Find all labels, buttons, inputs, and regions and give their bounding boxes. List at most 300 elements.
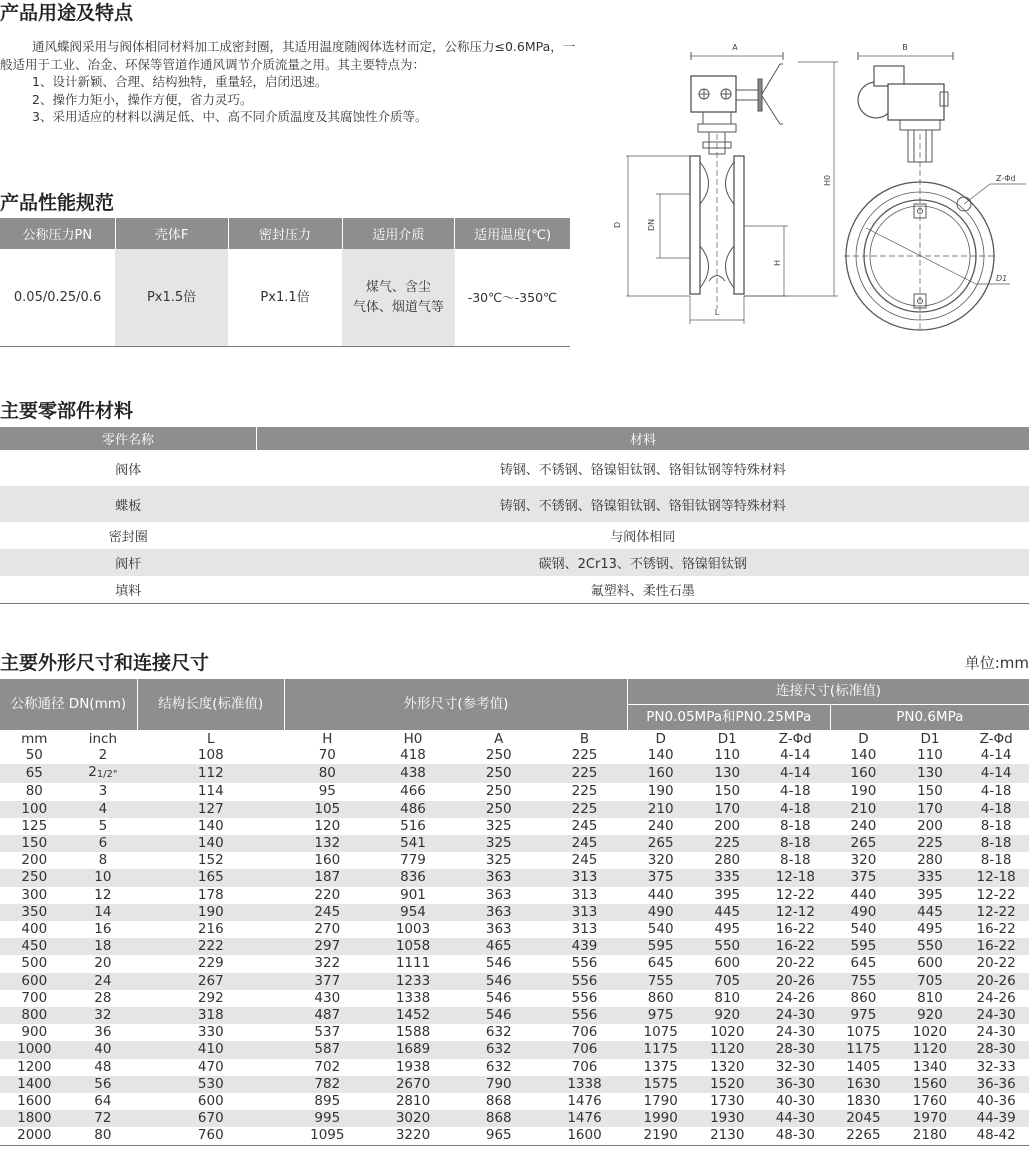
table-cell: 170 bbox=[694, 801, 761, 818]
table-cell: 1600 bbox=[542, 1127, 628, 1145]
table-cell: 8-18 bbox=[963, 835, 1029, 852]
table-cell: 200 bbox=[917, 817, 943, 834]
table-cell: 16-22 bbox=[963, 938, 1029, 955]
table-cell: 595 bbox=[830, 938, 897, 955]
table-cell: 48 bbox=[94, 1058, 112, 1075]
table-cell: 32-33 bbox=[976, 1058, 1016, 1075]
unit-cell: D bbox=[858, 731, 869, 747]
mat-part: 密封圈 bbox=[108, 530, 148, 545]
table-cell: 8-18 bbox=[980, 852, 1012, 869]
table-row bbox=[0, 801, 1029, 818]
table-cell: 36-36 bbox=[963, 1076, 1029, 1093]
table-cell: 1689 bbox=[370, 1041, 456, 1058]
table-cell: 108 bbox=[197, 747, 224, 763]
table-cell: 325 bbox=[456, 835, 542, 852]
table-cell: 222 bbox=[137, 938, 284, 955]
unit-row bbox=[0, 731, 1029, 748]
table-cell: 28 bbox=[94, 989, 112, 1006]
table-cell: 1338 bbox=[542, 1076, 628, 1093]
unit-cell: B bbox=[579, 731, 590, 747]
table-cell: 860 bbox=[850, 989, 877, 1006]
table-cell: 550 bbox=[694, 938, 761, 955]
table-cell: 105 bbox=[284, 801, 370, 818]
table-cell: 8-18 bbox=[761, 835, 831, 852]
table-cell: 4-14 bbox=[761, 764, 831, 783]
table-cell: 229 bbox=[197, 955, 224, 972]
dim-header-length: 结构长度(标准值) bbox=[137, 679, 284, 731]
table-row bbox=[0, 990, 1029, 1007]
table-cell: 495 bbox=[917, 921, 943, 938]
table-row bbox=[0, 818, 1029, 835]
unit-cell: mm bbox=[21, 731, 48, 747]
table-cell: 100 bbox=[0, 801, 69, 818]
unit-cell: D1 bbox=[920, 731, 940, 747]
dim-label-l: L bbox=[714, 308, 720, 317]
dim-label-h0: H0 bbox=[823, 174, 832, 186]
table-cell: 587 bbox=[284, 1041, 370, 1058]
table-cell: 270 bbox=[314, 921, 341, 938]
table-cell: 920 bbox=[694, 1007, 761, 1024]
table-cell: 1175 bbox=[627, 1041, 694, 1058]
section-title-performance: 产品性能规范 bbox=[0, 192, 115, 214]
table-cell: 3 bbox=[98, 783, 108, 800]
table-cell: 20-26 bbox=[963, 973, 1029, 990]
mat-material: 铸钢、不锈钢、铬镍钼钛钢、铬钼钛钢等特殊材料 bbox=[499, 462, 786, 478]
table-cell: 600 bbox=[917, 955, 943, 972]
table-cell: 439 bbox=[542, 938, 628, 955]
table-cell: 470 bbox=[197, 1058, 224, 1075]
table-cell: 190 bbox=[137, 904, 284, 921]
table-cell: 1000 bbox=[0, 1041, 69, 1058]
table-cell: 600 bbox=[197, 1093, 224, 1110]
table-cell: 465 bbox=[456, 938, 542, 955]
table-cell: 32-30 bbox=[775, 1058, 815, 1075]
table-cell: 377 bbox=[284, 973, 370, 990]
table-cell: 1375 bbox=[643, 1058, 678, 1075]
table-cell: 24 bbox=[69, 973, 138, 990]
table-cell: 2265 bbox=[830, 1127, 897, 1145]
table-cell: 1452 bbox=[370, 1007, 456, 1024]
perf-temp: -30℃～-350℃ bbox=[455, 249, 570, 347]
table-cell: 1075 bbox=[643, 1024, 678, 1041]
table-cell: 160 bbox=[627, 764, 694, 783]
table-cell: 363 bbox=[456, 869, 542, 886]
mat-part: 填料 bbox=[0, 576, 257, 604]
table-row bbox=[0, 835, 1029, 852]
table-cell: 24-30 bbox=[963, 1007, 1029, 1024]
unit-cell: Z-Φd bbox=[979, 731, 1013, 747]
table-cell: 322 bbox=[314, 955, 341, 972]
table-cell: 8-18 bbox=[780, 852, 811, 869]
table-cell: 36-30 bbox=[761, 1076, 831, 1093]
table-cell: 706 bbox=[542, 1041, 628, 1058]
table-cell: 800 bbox=[0, 1007, 69, 1024]
table-cell: 70 bbox=[318, 747, 336, 763]
table-cell: 120 bbox=[314, 817, 341, 834]
table-cell: 225 bbox=[542, 764, 628, 783]
table-cell: 245 bbox=[571, 817, 598, 834]
table-cell: 2 bbox=[98, 747, 108, 763]
section-title-dimensions: 主要外形尺寸和连接尺寸 bbox=[0, 652, 210, 674]
table-cell: 868 bbox=[485, 1093, 512, 1110]
table-cell: 1120 bbox=[694, 1041, 761, 1058]
perf-medium bbox=[342, 249, 455, 347]
table-cell: 1600 bbox=[17, 1093, 52, 1110]
table-cell: 50 bbox=[25, 747, 43, 763]
front-view bbox=[844, 43, 1026, 332]
table-cell: 64 bbox=[94, 1093, 112, 1110]
materials-table bbox=[0, 427, 1029, 604]
table-row bbox=[0, 869, 1029, 886]
table-cell: 1400 bbox=[0, 1076, 69, 1093]
table-cell: 702 bbox=[314, 1058, 341, 1075]
dim-label-b: B bbox=[902, 43, 908, 52]
perf-header-temp: 适用温度(℃) bbox=[455, 218, 570, 249]
table-cell: 700 bbox=[21, 989, 48, 1006]
table-cell: 790 bbox=[456, 1076, 542, 1093]
perf-medium-line2: 气体、烟道气等 bbox=[352, 299, 444, 315]
table-cell: 8-18 bbox=[780, 817, 811, 834]
table-cell: 160 bbox=[830, 764, 897, 783]
table-cell: 1930 bbox=[694, 1110, 761, 1127]
table-row bbox=[0, 938, 1029, 955]
table-cell: 6 bbox=[69, 835, 138, 852]
table-cell: 995 bbox=[284, 1110, 370, 1127]
table-cell: 645 bbox=[647, 955, 674, 972]
table-cell: 245 bbox=[571, 852, 598, 869]
table-cell: 2130 bbox=[694, 1127, 761, 1145]
table-cell: 632 bbox=[456, 1041, 542, 1058]
table-row bbox=[0, 1110, 1029, 1127]
table-cell: 418 bbox=[400, 747, 426, 763]
table-cell: 150 bbox=[0, 835, 69, 852]
table-cell: 140 bbox=[647, 747, 674, 763]
unit-label: 单位:mm bbox=[964, 654, 1029, 672]
table-cell: 80 bbox=[25, 783, 43, 800]
perf-header-pn: 公称压力PN bbox=[0, 218, 115, 249]
table-cell: 363 bbox=[456, 904, 542, 921]
table-cell: 140 bbox=[850, 747, 877, 763]
table-cell: 490 bbox=[627, 904, 694, 921]
perf-seal: Px1.1倍 bbox=[228, 249, 342, 347]
table-cell: 292 bbox=[197, 989, 224, 1006]
perf-pn: 0.05/0.25/0.6 bbox=[0, 249, 115, 347]
table-cell: 2000 bbox=[0, 1127, 69, 1145]
inch-whole: 2 bbox=[88, 764, 97, 781]
table-row bbox=[0, 450, 1029, 486]
table-cell: 760 bbox=[137, 1127, 284, 1145]
table-cell: 541 bbox=[370, 835, 456, 852]
table-cell: 546 bbox=[456, 973, 542, 990]
table-cell: 1588 bbox=[395, 1024, 431, 1041]
table-cell: 300 bbox=[21, 886, 48, 903]
table-cell: 1990 bbox=[627, 1110, 694, 1127]
table-cell: 16-22 bbox=[976, 921, 1016, 938]
table-cell: 4 bbox=[69, 801, 138, 818]
table-cell: 1120 bbox=[897, 1041, 964, 1058]
table-cell: 12-18 bbox=[761, 869, 831, 886]
table-cell: 16 bbox=[94, 921, 112, 938]
table-cell: 1320 bbox=[710, 1058, 745, 1075]
table-cell: 550 bbox=[897, 938, 964, 955]
table-cell: 313 bbox=[542, 869, 628, 886]
table-row bbox=[0, 549, 1029, 576]
table-cell: 975 bbox=[627, 1007, 694, 1024]
table-cell: 330 bbox=[197, 1024, 224, 1041]
mat-header-material: 材料 bbox=[257, 427, 1029, 450]
table-cell: 4-18 bbox=[963, 801, 1029, 818]
dimensions-table bbox=[0, 679, 1029, 1146]
unit-cell: D bbox=[655, 731, 666, 747]
table-cell: 40-36 bbox=[976, 1093, 1016, 1110]
table-row bbox=[0, 764, 1029, 783]
unit-cell: H0 bbox=[403, 731, 423, 747]
table-cell: 600 bbox=[0, 973, 69, 990]
table-cell: 4-18 bbox=[761, 801, 831, 818]
table-cell: 132 bbox=[284, 835, 370, 852]
table-cell: 130 bbox=[694, 764, 761, 783]
table-cell: 335 bbox=[694, 869, 761, 886]
table-cell: 440 bbox=[647, 886, 674, 903]
table-row bbox=[0, 783, 1029, 800]
valve-drawing bbox=[598, 34, 1029, 334]
table-cell: 297 bbox=[284, 938, 370, 955]
perf-shell: Px1.5倍 bbox=[115, 249, 228, 347]
table-cell: 187 bbox=[284, 869, 370, 886]
table-cell: 755 bbox=[627, 973, 694, 990]
table-cell: 313 bbox=[542, 904, 628, 921]
dim-label-a: A bbox=[732, 43, 738, 52]
unit-cell: A bbox=[494, 731, 504, 747]
section-title-materials: 主要零部件材料 bbox=[0, 400, 134, 422]
table-cell: 44-30 bbox=[761, 1110, 831, 1127]
unit-cell: Z-Φd bbox=[778, 731, 812, 747]
table-cell: 445 bbox=[694, 904, 761, 921]
unit-cell: D1 bbox=[717, 731, 737, 747]
table-cell: 410 bbox=[137, 1041, 284, 1058]
table-cell: 65 bbox=[0, 764, 69, 783]
table-cell: 80 bbox=[284, 764, 370, 783]
usage-text bbox=[0, 38, 585, 126]
perf-header-seal: 密封压力 bbox=[228, 218, 342, 249]
table-cell: 1730 bbox=[710, 1093, 745, 1110]
table-cell: 24-30 bbox=[775, 1024, 815, 1041]
dim-label-dn: DN bbox=[647, 218, 656, 231]
dim-label-h: H bbox=[773, 259, 782, 266]
table-cell: 3020 bbox=[370, 1110, 456, 1127]
table-cell: 495 bbox=[714, 921, 741, 938]
unit-cell: L bbox=[207, 731, 215, 747]
table-cell: 190 bbox=[647, 783, 674, 800]
table-cell bbox=[69, 764, 138, 783]
table-cell: 4-14 bbox=[980, 747, 1012, 763]
table-cell: 466 bbox=[400, 783, 426, 800]
table-cell: 954 bbox=[370, 904, 456, 921]
table-cell: 363 bbox=[485, 921, 512, 938]
table-cell: 130 bbox=[897, 764, 964, 783]
table-cell: 24-26 bbox=[775, 989, 815, 1006]
table-cell: 320 bbox=[647, 852, 674, 869]
table-cell: 95 bbox=[318, 783, 336, 800]
perf-medium-line1: 煤气、含尘 bbox=[365, 279, 431, 295]
table-cell: 48-30 bbox=[761, 1127, 831, 1145]
table-cell: 2045 bbox=[830, 1110, 897, 1127]
table-cell: 250 bbox=[485, 783, 512, 800]
table-cell: 14 bbox=[69, 904, 138, 921]
table-row bbox=[0, 1024, 1029, 1041]
table-cell: 530 bbox=[137, 1076, 284, 1093]
table-cell: 595 bbox=[627, 938, 694, 955]
table-cell: 1175 bbox=[830, 1041, 897, 1058]
table-cell: 430 bbox=[314, 989, 341, 1006]
table-cell: 4-14 bbox=[963, 764, 1029, 783]
table-cell: 556 bbox=[542, 973, 628, 990]
table-cell: 450 bbox=[0, 938, 69, 955]
table-cell: 486 bbox=[370, 801, 456, 818]
table-cell: 20-22 bbox=[976, 955, 1016, 972]
table-cell: 546 bbox=[485, 955, 512, 972]
table-cell: 1405 bbox=[846, 1058, 881, 1075]
table-cell: 1111 bbox=[395, 955, 431, 972]
table-cell: 56 bbox=[69, 1076, 138, 1093]
table-cell: 1790 bbox=[643, 1093, 678, 1110]
table-cell: 8-18 bbox=[980, 817, 1012, 834]
table-cell: 40-30 bbox=[775, 1093, 815, 1110]
table-cell: 1830 bbox=[846, 1093, 881, 1110]
table-cell: 18 bbox=[69, 938, 138, 955]
table-cell: 225 bbox=[542, 801, 628, 818]
table-cell: 72 bbox=[69, 1110, 138, 1127]
table-cell: 240 bbox=[647, 817, 674, 834]
table-cell: 190 bbox=[850, 783, 877, 800]
unit-cell: inch bbox=[88, 731, 118, 747]
dim-header-connection: 连接尺寸(标准值) bbox=[627, 679, 1029, 705]
table-row bbox=[0, 955, 1029, 972]
table-row bbox=[0, 904, 1029, 921]
table-cell: 705 bbox=[694, 973, 761, 990]
table-row bbox=[0, 1059, 1029, 1076]
table-cell: 546 bbox=[485, 989, 512, 1006]
table-cell: 10 bbox=[69, 869, 138, 886]
table-cell: 335 bbox=[897, 869, 964, 886]
table-cell: 537 bbox=[314, 1024, 341, 1041]
table-cell: 445 bbox=[897, 904, 964, 921]
table-cell: 1233 bbox=[370, 973, 456, 990]
table-cell: 20 bbox=[94, 955, 112, 972]
table-cell: 1003 bbox=[395, 921, 431, 938]
table-row bbox=[0, 973, 1029, 990]
table-cell: 250 bbox=[0, 869, 69, 886]
mat-material: 碳钢、2Cr13、不锈钢、铬镍钼钛钢 bbox=[257, 549, 1029, 576]
table-row bbox=[0, 1007, 1029, 1024]
table-cell: 363 bbox=[485, 886, 512, 903]
table-cell: 4-14 bbox=[780, 747, 811, 763]
table-cell: 112 bbox=[137, 764, 284, 783]
table-cell: 438 bbox=[370, 764, 456, 783]
table-cell: 1075 bbox=[846, 1024, 881, 1041]
mat-material: 与阀体相同 bbox=[610, 530, 676, 545]
table-cell: 44-39 bbox=[963, 1110, 1029, 1127]
table-cell: 1200 bbox=[17, 1058, 52, 1075]
table-cell: 4-18 bbox=[780, 783, 811, 800]
feature-item-2: 2、操作力矩小，操作方便，省力灵巧。 bbox=[32, 91, 253, 107]
mat-material: 铸钢、不锈钢、铬镍钼钛钢、铬钼钛钢等特殊材料 bbox=[257, 486, 1029, 522]
table-cell: 200 bbox=[21, 852, 48, 869]
feature-item-3: 3、采用适应的材料以满足低、中、高不同介质温度及其腐蚀性介质等。 bbox=[32, 109, 428, 124]
table-cell: 1970 bbox=[897, 1110, 964, 1127]
table-cell: 2180 bbox=[897, 1127, 964, 1145]
table-cell: 320 bbox=[850, 852, 877, 869]
perf-header-shell: 壳体F bbox=[115, 218, 228, 249]
table-cell: 836 bbox=[370, 869, 456, 886]
table-cell: 632 bbox=[485, 1024, 512, 1041]
table-cell: 318 bbox=[137, 1007, 284, 1024]
table-row bbox=[0, 1093, 1029, 1110]
table-cell: 540 bbox=[850, 921, 877, 938]
table-cell: 200 bbox=[714, 817, 741, 834]
table-cell: 12-22 bbox=[963, 904, 1029, 921]
table-cell: 12 bbox=[94, 886, 112, 903]
table-cell: 110 bbox=[917, 747, 943, 763]
table-cell: 28-30 bbox=[963, 1041, 1029, 1058]
usage-paragraph: 通风蝶阀采用与阀体相同材料加工成密封圈，其适用温度随阀体选材而定，公称压力≤0.6MPa，一般适用于工业、冶金、环保等管道作通风调节介质流量之用。其主要特点为： bbox=[0, 39, 576, 72]
table-cell: 5 bbox=[98, 817, 108, 834]
table-cell: 24-30 bbox=[761, 1007, 831, 1024]
table-cell: 556 bbox=[542, 1007, 628, 1024]
mat-part: 阀杆 bbox=[0, 549, 257, 576]
table-row bbox=[0, 1041, 1029, 1058]
table-cell: 1630 bbox=[830, 1076, 897, 1093]
table-cell: 810 bbox=[714, 989, 741, 1006]
table-cell: 810 bbox=[917, 989, 943, 1006]
table-cell: 487 bbox=[284, 1007, 370, 1024]
table-cell: 170 bbox=[897, 801, 964, 818]
dim-label-d: D bbox=[613, 221, 622, 228]
table-cell: 210 bbox=[830, 801, 897, 818]
perf-header-medium: 适用介质 bbox=[342, 218, 455, 249]
dim-header-dn: 公称通径 DN(mm) bbox=[0, 679, 137, 731]
table-cell: 1020 bbox=[912, 1024, 948, 1041]
table-cell: 350 bbox=[0, 904, 69, 921]
table-cell: 210 bbox=[627, 801, 694, 818]
table-cell: 12-18 bbox=[963, 869, 1029, 886]
table-cell: 440 bbox=[850, 886, 877, 903]
table-cell: 2810 bbox=[395, 1093, 431, 1110]
table-cell: 265 bbox=[627, 835, 694, 852]
table-cell: 250 bbox=[456, 801, 542, 818]
table-cell: 250 bbox=[456, 764, 542, 783]
table-row bbox=[0, 921, 1029, 938]
table-cell: 706 bbox=[571, 1024, 598, 1041]
table-cell: 556 bbox=[571, 989, 598, 1006]
table-cell: 705 bbox=[897, 973, 964, 990]
table-cell: 2190 bbox=[627, 1127, 694, 1145]
table-cell: 152 bbox=[197, 852, 224, 869]
dim-label-zd: Z-Φd bbox=[996, 174, 1016, 183]
table-cell: 375 bbox=[627, 869, 694, 886]
table-cell: 1058 bbox=[370, 938, 456, 955]
table-cell: 1476 bbox=[542, 1110, 628, 1127]
mat-part: 阀体 bbox=[115, 462, 142, 478]
table-cell: 12-22 bbox=[775, 886, 815, 903]
table-cell: 24-30 bbox=[976, 1024, 1016, 1041]
table-cell: 395 bbox=[917, 886, 943, 903]
section-title-usage: 产品用途及特点 bbox=[0, 2, 134, 24]
table-cell: 8 bbox=[98, 852, 108, 869]
table-cell: 110 bbox=[714, 747, 741, 763]
table-cell: 220 bbox=[314, 886, 341, 903]
table-cell: 895 bbox=[314, 1093, 341, 1110]
